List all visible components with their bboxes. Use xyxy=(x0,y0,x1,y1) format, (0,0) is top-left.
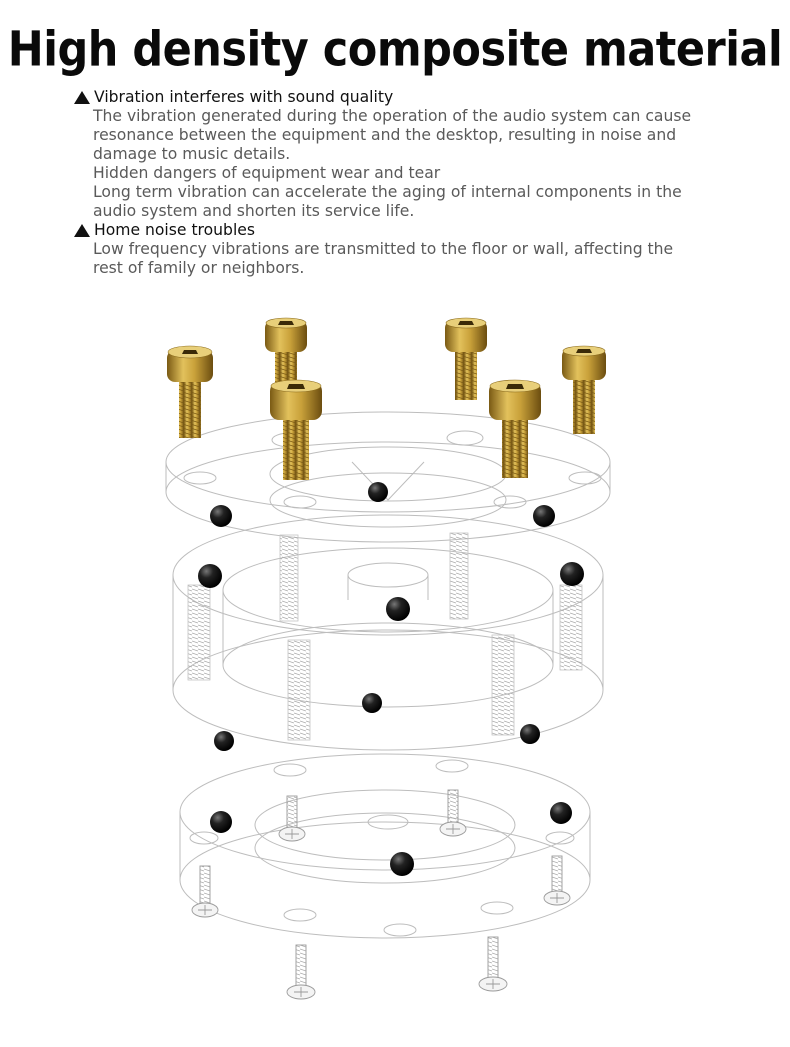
line: audio system and shorten its service life. xyxy=(93,202,415,220)
section-heading xyxy=(74,88,724,107)
gray-screws xyxy=(192,790,570,999)
line: resonance between the equipment and the desktop, resulting in noise and xyxy=(93,126,677,144)
section-heading xyxy=(74,221,724,240)
ball xyxy=(210,505,232,527)
spring xyxy=(188,585,210,680)
bolt xyxy=(270,380,322,480)
spring xyxy=(288,640,310,740)
spring xyxy=(450,533,468,619)
screw xyxy=(287,945,315,999)
line: rest of family or neighbors. xyxy=(93,259,305,277)
bolt xyxy=(562,346,606,434)
ball xyxy=(362,693,382,713)
line: The vibration generated during the operation of the audio system can cause xyxy=(93,107,692,125)
ball xyxy=(520,724,540,744)
ball xyxy=(560,562,584,586)
ball xyxy=(210,811,232,833)
triangle-bullet-icon xyxy=(74,91,90,104)
section-home-noise xyxy=(74,221,724,278)
ball xyxy=(214,731,234,751)
bottom-disc xyxy=(180,754,590,938)
bolt xyxy=(445,318,487,400)
screw xyxy=(192,866,218,917)
exploded-isolator-diagram xyxy=(0,300,790,1047)
spring xyxy=(560,585,582,670)
heading-text: Home noise troubles xyxy=(94,221,255,239)
spring xyxy=(492,635,514,735)
steel-balls xyxy=(198,482,584,876)
line: damage to music details. xyxy=(93,145,291,163)
ball xyxy=(368,482,388,502)
ball xyxy=(390,852,414,876)
ball xyxy=(533,505,555,527)
page-title: High density composite material xyxy=(7,22,783,78)
bolt xyxy=(265,318,307,388)
screw xyxy=(279,796,305,841)
middle-cylinder xyxy=(173,515,603,750)
line: Low frequency vibrations are transmitted to the floor or wall, affecting the xyxy=(93,240,674,258)
springs xyxy=(188,533,582,740)
ball xyxy=(386,597,410,621)
heading-text: Vibration interferes with sound quality xyxy=(94,88,394,106)
line: Long term vibration can accelerate the aging of internal components in the xyxy=(93,183,682,201)
triangle-bullet-icon xyxy=(74,224,90,237)
line: Hidden dangers of equipment wear and tear xyxy=(93,164,441,182)
bolt xyxy=(167,346,213,438)
ball xyxy=(198,564,222,588)
screw xyxy=(544,856,570,905)
spring xyxy=(280,535,298,621)
screw xyxy=(479,937,507,991)
ball xyxy=(550,802,572,824)
section-vibration xyxy=(74,88,724,221)
